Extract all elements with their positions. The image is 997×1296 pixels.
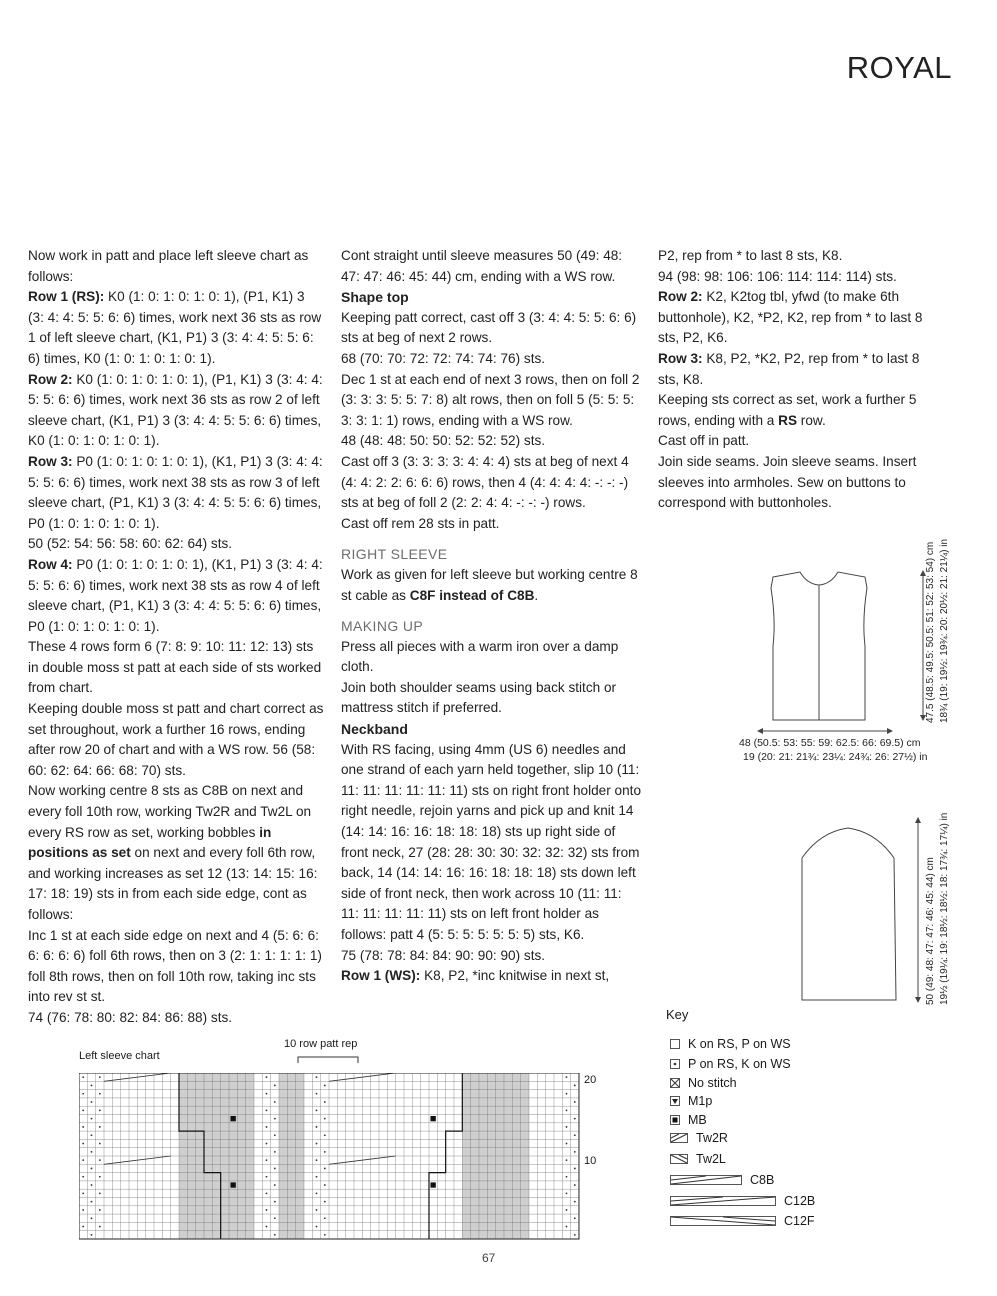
paragraph xyxy=(28,781,324,925)
key-item-tw2r xyxy=(670,1131,728,1145)
paragraph: With RS facing, using 4mm (US 6) needles and one strand of each yarn held together, slip 10 (11: 11: 11: 11: 11: 11: 11) sts on right front holder onto right needle, rejoin yarns and pick up and knit 14 (14: 14: 16: 16: 18: 18: 18) sts up right side of front neck, 27 (28: 28: 30: 30: 32: 32: 32) sts from back, 14 (14: 14: 16: 16: 18: 18: 18) sts down left side of front neck, then work across 10 (11: 11: 11: 11: 11: 11: 11) sts on left front holder as follows: patt 4 (5: 5: 5: 5: 5: 5: 5) sts, K6. xyxy=(341,741,642,942)
bold-text: in positions as set xyxy=(28,824,272,861)
left-sleeve-chart xyxy=(79,1073,581,1242)
paragraph: Cast off in patt. xyxy=(658,433,750,449)
paragraph: 75 (78: 78: 84: 84: 90: 90: 90) sts. xyxy=(341,947,546,963)
row-label: Row 2: xyxy=(658,289,703,305)
purl-icon xyxy=(670,1059,680,1069)
body-schematic xyxy=(735,560,905,740)
key-label: P on RS, K on WS xyxy=(688,1057,791,1071)
paragraph: Join both shoulder seams using back stitch or mattress stitch if preferred. xyxy=(341,679,617,716)
paragraph: Keeping patt correct, cast off 3 (3: 4: 4: 5: 5: 6: 6) sts at beg of next 2 rows. xyxy=(341,309,637,346)
sleeve-schematic xyxy=(790,820,910,1010)
row-text: K8, P2, *K2, P2, rep from * to last 8 sts, K8. xyxy=(658,350,920,387)
paragraph: Cont straight until sleeve measures 50 (49: 48: 47: 47: 46: 45: 44) cm, ending with a WS row. xyxy=(341,248,623,284)
paragraph: 94 (98: 98: 106: 106: 114: 114: 114) sts. xyxy=(658,268,897,284)
row-10-label: 10 xyxy=(584,1155,597,1167)
key-item-tw2l xyxy=(670,1152,726,1166)
patt-rep-bracket xyxy=(296,1053,362,1065)
body-height-in: 18¾ (19: 19½: 19¾: 20: 20½: 21: 21¼) in xyxy=(939,538,950,723)
paragraph xyxy=(658,390,943,431)
text-span: on next and every foll 6th row, and working increases as set 12 (13: 14: 15: 16: 17: 18: 19) sts in from each side edge, cont as follows: xyxy=(28,845,318,922)
paragraph: 48 (48: 48: 50: 50: 52: 52: 52) sts. xyxy=(341,433,546,449)
paragraph xyxy=(658,349,943,390)
key-item-mb xyxy=(670,1113,707,1127)
bobble-mark xyxy=(430,1182,435,1187)
paragraph: 68 (70: 70: 72: 72: 74: 74: 76) sts. xyxy=(341,350,546,366)
knit-icon xyxy=(670,1039,680,1049)
tw2r-icon xyxy=(670,1133,688,1143)
chart-grid xyxy=(79,1073,579,1239)
patt-rep-label: 10 row patt rep xyxy=(284,1038,358,1050)
text-column-2 xyxy=(341,246,641,987)
text-column-1 xyxy=(28,246,324,1029)
row-label: Row 1 (RS): xyxy=(28,289,105,305)
key-item-knit xyxy=(670,1037,791,1051)
row-text: K8, P2, *inc knitwise in next st, xyxy=(420,968,610,984)
paragraph: Dec 1 st at each end of next 3 rows, then on foll 2 (3: 3: 3: 5: 5: 7: 8) alt rows, then on foll 5 (5: 5: 5: 3: 3: 1: 1) rows, ending with a WS row. xyxy=(341,371,640,428)
paragraph: Inc 1 st at each side edge on next and 4 (5: 6: 6: 6: 6: 6: 6) foll 6th rows, then on 3 (2: 1: 1: 1: 1: 1) foll 8th rows, then on foll 10th row, taking inc sts into rev st st. xyxy=(28,927,322,1005)
key-title: Key xyxy=(666,1007,689,1022)
key-label: Tw2R xyxy=(696,1131,728,1145)
key-item-no-stitch xyxy=(670,1076,737,1090)
subheading: Shape top xyxy=(341,289,409,306)
key-label: K on RS, P on WS xyxy=(688,1037,791,1051)
text-span: . xyxy=(534,587,539,603)
sleeve-length-arrow xyxy=(912,815,924,1005)
m1p-icon xyxy=(670,1096,680,1106)
text-column-3 xyxy=(658,246,943,514)
section-heading: RIGHT SLEEVE xyxy=(341,546,448,563)
paragraph: P2, rep from * to last 8 sts, K8. xyxy=(658,248,843,263)
page-title: ROYAL xyxy=(846,50,952,85)
text-span: Now working centre 8 sts as C8B on next and every foll 10th row, working Tw2R and Tw2L on every RS row as set, working bobbles xyxy=(28,783,312,840)
paragraph xyxy=(341,966,641,987)
sleeve-length-cm: 50 (49: 48: 47: 47: 46: 45: 44) cm xyxy=(925,857,936,1005)
row-label: Row 3: xyxy=(28,453,73,469)
paragraph: Press all pieces with a warm iron over a damp cloth. xyxy=(341,638,619,675)
paragraph xyxy=(341,565,641,606)
key-item-c12b xyxy=(670,1194,815,1208)
c8b-icon xyxy=(670,1175,742,1185)
key-item-purl xyxy=(670,1057,791,1071)
page-number: 67 xyxy=(482,1251,496,1265)
key-label: MB xyxy=(688,1113,707,1127)
key-label: C12B xyxy=(784,1194,816,1208)
row-label: Row 4: xyxy=(28,556,73,572)
key-label: C12F xyxy=(784,1214,815,1228)
text-span: Keeping sts correct as set, work a further 5 rows, ending with a xyxy=(658,392,917,428)
key-label: No stitch xyxy=(688,1076,737,1090)
no-stitch-icon xyxy=(670,1078,680,1088)
paragraph: Cast off rem 28 sts in patt. xyxy=(341,515,500,531)
c12f-icon xyxy=(670,1216,776,1226)
row-text: P0 (1: 0: 1: 0: 1: 0: 1), (K1, P1) 3 (3: 4: 4: 5: 5: 6: 6) times, work next 38 sts as row 3 of left sleeve chart, (P1, K1) 3 (3: 4: 4: 5: 5: 6: 6) times, P0 (1: 0: 1: 0: 1: 0: 1). xyxy=(28,453,323,531)
bold-text: RS xyxy=(778,412,798,428)
key-label: M1p xyxy=(688,1094,713,1108)
bobble-mark xyxy=(430,1116,435,1121)
key-item-c8b xyxy=(670,1173,774,1187)
key-label: C8B xyxy=(750,1173,775,1187)
body-width-arrow xyxy=(755,725,895,737)
row-text: K0 (1: 0: 1: 0: 1: 0: 1), (P1, K1) 3 (3: 4: 4: 5: 5: 6: 6) times, work next 36 sts as row 2 of left sleeve chart, (K1, P1) 3 (3: 4: 4: 5: 5: 6: 6) times, K0 (1: 0: 1: 0: 1: 0: 1). xyxy=(28,371,323,449)
paragraph: These 4 rows form 6 (7: 8: 9: 10: 11: 12: 13) sts in double moss st patt at each side of sts worked from chart. xyxy=(28,639,322,696)
bold-text: C8F instead of C8B xyxy=(409,587,535,603)
chart-title: Left sleeve chart xyxy=(79,1050,160,1062)
tw2l-icon xyxy=(670,1154,688,1164)
paragraph: Keeping double moss st patt and chart correct as set throughout, work a further 16 rows, ending after row 20 of chart and with a WS row. 56 (58: 60: 62: 64: 66: 68: 70) sts. xyxy=(28,701,324,778)
row-20-label: 20 xyxy=(584,1074,597,1086)
body-height-cm: 47.5 (48.5: 49.5: 50.5: 51: 52: 53: 54) cm xyxy=(925,541,936,723)
paragraph: Now work in patt and place left sleeve chart as follows: xyxy=(28,248,309,284)
row-label: Row 3: xyxy=(658,350,703,366)
paragraph: 50 (52: 54: 56: 58: 60: 62: 64) sts. xyxy=(28,536,233,552)
subheading: Neckband xyxy=(341,721,408,738)
paragraph: Cast off 3 (3: 3: 3: 3: 4: 4: 4) sts at beg of next 4 (4: 4: 2: 2: 6: 6: 6) rows, then 4 (4: 4: 4: 4: -: -: -) sts at beg of foll 2 (2: 2: 4: 4: -: -: -) rows. xyxy=(341,453,629,511)
paragraph xyxy=(28,370,324,452)
key-label: Tw2L xyxy=(696,1152,726,1166)
body-width-in: 19 (20: 21: 21¾: 23¼: 24¾: 26: 27½) in xyxy=(743,751,928,763)
key-item-c12f xyxy=(670,1214,815,1228)
section-heading: MAKING UP xyxy=(341,618,424,635)
paragraph xyxy=(28,287,324,369)
c12b-icon xyxy=(670,1196,776,1206)
key-item-m1p xyxy=(670,1094,712,1108)
paragraph xyxy=(28,452,324,534)
sleeve-length-in: 19½ (19¼: 19: 18½: 18½: 18: 17¾: 17¼) in xyxy=(939,812,950,1005)
row-label: Row 1 (WS): xyxy=(341,968,421,984)
row-text: K2, K2tog tbl, yfwd (to make 6th buttonhole), K2, *P2, K2, rep from * to last 8 sts, P2, K6. xyxy=(658,289,923,346)
row-text: K0 (1: 0: 1: 0: 1: 0: 1), (P1, K1) 3 (3: 4: 4: 5: 5: 6: 6) times, work next 36 sts as row 1 of left sleeve chart, (K1, P1) 3 (3: 4: 4: 5: 5: 6: 6) times, K0 (1: 0: 1: 0: 1: 0: 1). xyxy=(28,289,322,366)
row-label: Row 2: xyxy=(28,371,73,387)
paragraph xyxy=(28,555,324,637)
bobble-mark xyxy=(230,1116,235,1121)
text-span: Work as given for left sleeve but working centre 8 st cable as xyxy=(341,566,638,603)
paragraph: Join side seams. Join sleeve seams. Insert sleeves into armholes. Sew on buttons to correspond with buttonholes. xyxy=(658,453,917,511)
body-width-cm: 48 (50.5: 53: 55: 59: 62.5: 66: 69.5) cm xyxy=(739,737,921,749)
paragraph xyxy=(658,287,943,349)
bobble-icon xyxy=(670,1115,680,1125)
bobble-mark xyxy=(230,1182,235,1187)
row-text: P0 (1: 0: 1: 0: 1: 0: 1), (K1, P1) 3 (3: 4: 4: 5: 5: 6: 6) times, work next 38 sts as row 4 of left sleeve chart, (P1, K1) 3 (3: 4: 4: 5: 5: 6: 6) times, P0 (1: 0: 1: 0: 1: 0: 1). xyxy=(28,556,323,634)
text-span: row. xyxy=(797,412,826,428)
paragraph: 74 (76: 78: 80: 82: 84: 86: 88) sts. xyxy=(28,1009,233,1025)
